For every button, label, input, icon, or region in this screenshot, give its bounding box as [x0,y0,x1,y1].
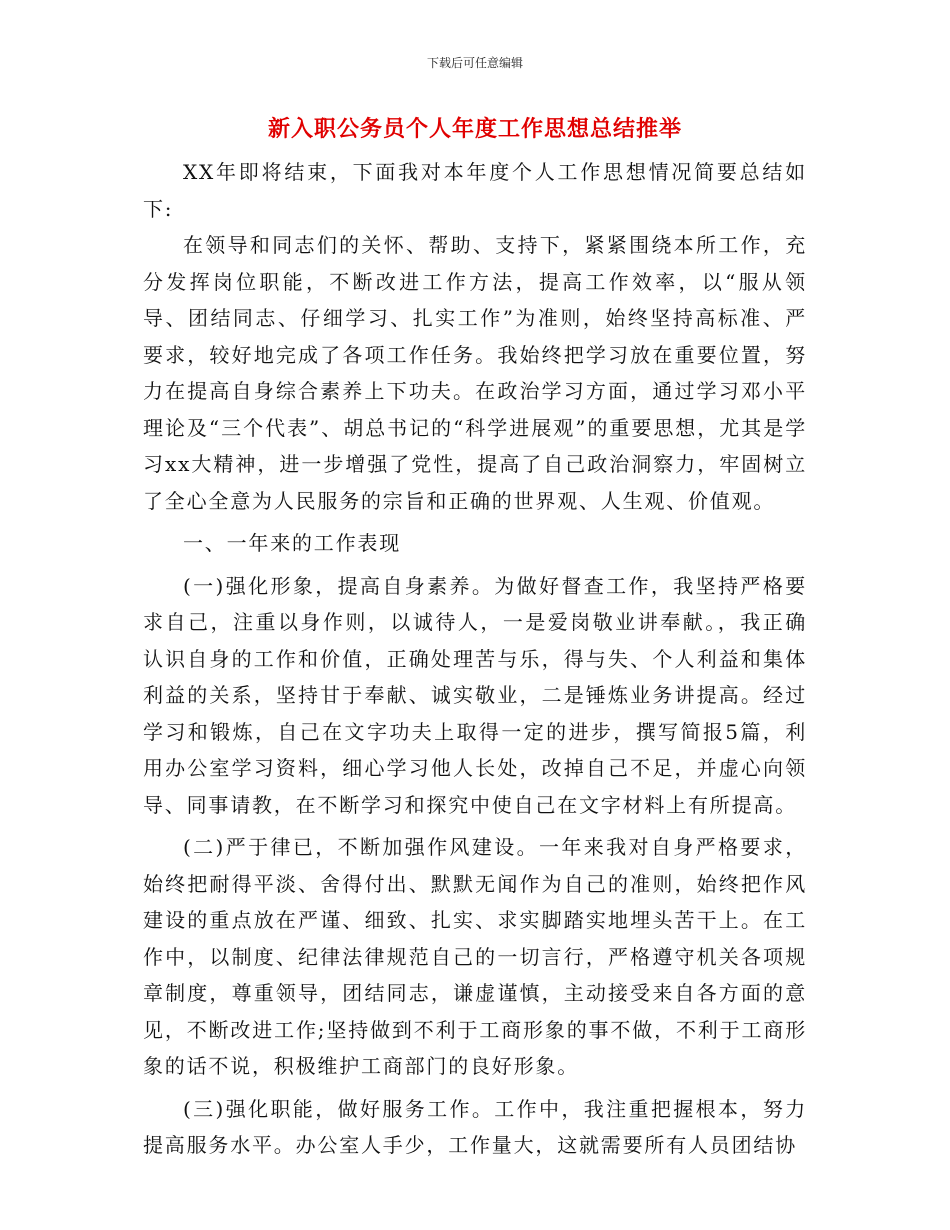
paragraph-item-3: (三)强化职能，做好服务工作。工作中，我注重把握根本，努力提高服务水平。办公室人手少，工作量大，这就需要所有人员团结协 [143,1096,807,1157]
header-note: 下载后可任意编辑 [426,56,523,70]
section-heading: 一、一年来的工作表现 [183,531,401,555]
document-body [143,154,807,1164]
paragraph-overview: 在领导和同志们的关怀、帮助、支持下，紧紧围绕本所工作，充分发挥岗位职能，不断改进工作方法，提高工作效率，以“服从领导、团结同志、仔细学习、扎实工作”为准则，始终坚持高标准、严要求，较好地完成了各项工作任务。我始终把学习放在重要位置，努力在提高自身综合素养上下功夫。在政治学习方面，通过学习邓小平理论及“三个代表”、胡总书记的“科学进展观”的重要思想，尤其是学习xx大精神，进一步增强了党性，提高了自己政治洞察力，牢固树立了全心全意为人民服务的宗旨和正确的世界观、人生观、价值观。 [143,233,807,513]
paragraph-item-2: (二)严于律已，不断加强作风建设。一年来我对自身严格要求，始终把耐得平淡、舍得付出、默默无闻作为自己的准则，始终把作风建设的重点放在严谨、细致、扎实、求实脚踏实地埋头苦干上。在工作中，以制度、纪律法律规范自己的一切言行，严格遵守机关各项规章制度，尊重领导，团结同志，谦虚谨慎，主动接受来自各方面的意见，不断改进工作;坚持做到不利于工商形象的事不做，不利于工商形象的话不说，积极维护工商部门的良好形象。 [143,835,807,1078]
paragraph-intro: XX年即将结束，下面我对本年度个人工作思想情况简要总结如下: [143,160,807,221]
paragraph-item-1: (一)强化形象，提高自身素养。为做好督查工作，我坚持严格要求自己，注重以身作则，以诚待人，一是爱岗敬业讲奉献。，我正确认识自身的工作和价值，正确处理苦与乐，得与失、个人利益和集体利益的关系，坚持甘于奉献、诚实敬业，二是锤炼业务讲提高。经过学习和锻炼，自己在文字功夫上取得一定的进步，撰写简报5篇，利用办公室学习资料，细心学习他人长处，改掉自己不足，并虚心向领导、同事请教，在不断学习和探究中使自己在文字材料上有所提高。 [143,573,807,817]
document-title: 新入职公务员个人年度工作思想总结推举 [267,116,682,142]
